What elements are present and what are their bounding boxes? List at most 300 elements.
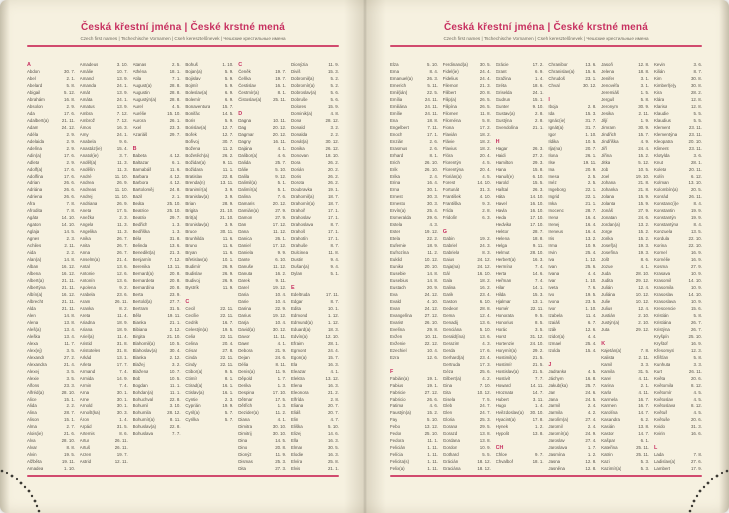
given-name: Dajána — [238, 145, 253, 151]
name-day-date: 21. 1. — [169, 319, 181, 325]
given-name: Helmut — [495, 250, 510, 256]
name-day-date: 25. 3. — [479, 417, 491, 423]
given-name: Emil(ián) — [390, 89, 408, 95]
name-day-date: 27. 9. — [690, 264, 702, 270]
given-name: Áron — [79, 417, 90, 423]
name-day-date: 9. 7. — [535, 452, 544, 458]
given-name: Gordana — [442, 438, 460, 444]
given-name: Abel — [27, 75, 36, 81]
name-day-date: 17. 5. — [116, 208, 128, 214]
name-row — [496, 125, 544, 132]
given-name: Apolena — [79, 285, 96, 290]
name-day-date: 21. 3. — [479, 82, 491, 88]
name-day-date: 7. 7. — [172, 431, 181, 437]
name-row — [601, 403, 649, 410]
given-name: Amáta — [79, 96, 93, 102]
name-row — [80, 362, 128, 369]
name-day-date: 2. 7. — [66, 424, 75, 430]
name-day-date: 21. 6. — [64, 431, 75, 437]
name-day-date: 19. 7. — [275, 68, 287, 74]
name-day-date: 27. 9. — [638, 208, 650, 214]
name-row — [443, 132, 491, 139]
name-row — [80, 320, 128, 327]
given-name: Gaston — [442, 298, 457, 304]
given-name: Babeta — [132, 152, 147, 158]
name-row — [496, 459, 544, 466]
name-row — [654, 62, 702, 69]
name-row — [291, 424, 339, 431]
name-row — [548, 132, 596, 139]
given-name: Darja — [238, 319, 249, 325]
given-name: Arkád — [79, 354, 92, 360]
name-day-date: 24. 6. — [638, 215, 650, 221]
given-name: Hynek — [495, 424, 509, 430]
name-day-date: 14. 10. — [61, 222, 75, 228]
name-row — [27, 201, 75, 208]
name-row — [601, 369, 649, 376]
given-name: Jiljí — [601, 117, 608, 123]
name-row — [133, 292, 181, 299]
given-name: Dalimil(a) — [238, 180, 257, 186]
given-name: Klára — [653, 96, 665, 102]
name-row — [27, 97, 75, 104]
name-day-date: 15. 9. — [327, 103, 339, 109]
name-day-date: 13. 9. — [116, 89, 128, 95]
given-name: Alexandra — [27, 361, 47, 367]
name-day-date: 5. 6. — [330, 89, 339, 95]
name-row — [80, 139, 128, 146]
name-row — [390, 153, 438, 160]
name-day-date: 4. 1. — [277, 417, 287, 423]
name-day-date: 15. 7. — [222, 103, 234, 109]
name-row — [133, 334, 181, 341]
name-day-date: 9. 11. — [275, 278, 287, 284]
section-letter: G — [442, 229, 447, 236]
name-row — [654, 201, 702, 208]
name-row — [443, 180, 491, 187]
given-name: Jonatan — [601, 215, 617, 221]
name-row — [496, 292, 544, 299]
name-row — [654, 278, 702, 285]
given-name: Hubert — [495, 396, 509, 402]
name-row — [27, 118, 75, 125]
name-row — [80, 194, 128, 201]
section-letter: K — [601, 340, 606, 347]
name-day-date: 26. 12. — [325, 145, 339, 151]
name-row — [443, 285, 491, 292]
name-row — [654, 257, 702, 264]
name-row — [80, 167, 128, 174]
name-day-date: 13. 6. — [169, 243, 181, 249]
given-name: Ivo — [548, 291, 555, 297]
name-day-date: 28. 1. — [690, 159, 702, 165]
given-name: Květoslav — [653, 396, 674, 402]
name-day-date: 15. 10. — [167, 110, 181, 116]
name-row — [443, 69, 491, 76]
name-row — [238, 327, 286, 334]
name-row — [291, 362, 339, 369]
name-day-date: 13. 8. — [638, 424, 650, 430]
given-name: Kvirin — [653, 431, 665, 437]
given-name: Bohumila — [132, 410, 151, 416]
name-row — [133, 111, 181, 118]
given-name: Kolombín(a) — [653, 187, 678, 193]
name-row — [548, 383, 596, 390]
given-name: Edmund(a) — [290, 319, 313, 325]
name-row — [80, 292, 128, 299]
name-day-date: 19. 9. — [222, 403, 234, 409]
name-day-date: 11. 10. — [114, 173, 128, 179]
name-row — [496, 83, 544, 90]
given-name: Adolfína — [27, 173, 44, 179]
name-day-date: 21. 8. — [638, 187, 650, 193]
name-day-date: 13. 12. — [325, 375, 339, 381]
given-name: Juliána — [601, 291, 616, 297]
name-day-date: 1. 11. — [427, 466, 438, 472]
name-row — [654, 292, 702, 299]
given-name: Evarist — [390, 319, 404, 325]
name-row — [496, 320, 544, 327]
name-day-date: 25. 7. — [275, 159, 287, 165]
given-name: Haidi — [495, 152, 506, 158]
name-day-date: 20. 10. — [424, 264, 438, 270]
given-name: Bonifác — [185, 110, 201, 116]
name-row — [80, 438, 128, 445]
name-row — [27, 438, 75, 445]
name-row — [390, 383, 438, 390]
name-row — [238, 397, 286, 404]
name-row — [133, 194, 181, 201]
given-name: Danuta — [238, 271, 253, 277]
name-row — [390, 104, 438, 111]
name-row — [27, 341, 75, 348]
section-letter: CH — [495, 445, 504, 452]
name-row — [443, 376, 491, 383]
given-name: Albrecht — [27, 298, 44, 304]
given-name: Blažej — [132, 361, 145, 367]
name-row — [548, 194, 596, 201]
given-name: Kim — [653, 75, 662, 81]
name-row — [185, 222, 233, 229]
given-name: Gražina — [495, 75, 511, 81]
given-name: Damon — [238, 215, 253, 221]
name-row — [443, 278, 491, 285]
name-day-date: 14. 7. — [532, 389, 544, 395]
name-day-date: 8. 7. — [330, 298, 339, 304]
name-day-date: 19. 3. — [638, 250, 650, 256]
section-letter: C — [185, 298, 190, 305]
name-row — [496, 417, 544, 424]
name-row — [133, 424, 181, 431]
name-day-date: 28. 1. — [327, 340, 339, 346]
given-name: Ignác(ie) — [548, 117, 566, 123]
name-row — [496, 160, 544, 167]
name-row — [238, 236, 286, 243]
name-row — [185, 194, 233, 201]
name-day-date: 14. 6. — [532, 271, 544, 277]
given-name: Erina — [390, 180, 401, 186]
name-row — [390, 397, 438, 404]
given-name: Bertold(a) — [132, 298, 152, 304]
given-name: Květomír — [653, 389, 672, 395]
given-name: Aleš(a) — [27, 326, 41, 332]
name-day-date: 16. 2. — [479, 285, 491, 290]
name-day-date: 3. 5. — [66, 368, 75, 374]
name-row — [496, 69, 544, 76]
name-row — [185, 390, 233, 397]
given-name: Čestislav — [238, 82, 256, 88]
given-name: Gerald(ína) — [442, 333, 466, 339]
name-row — [548, 229, 596, 236]
name-row — [390, 180, 438, 187]
given-name: Birgita — [132, 333, 146, 339]
given-name: Abelard — [27, 82, 43, 88]
name-row — [27, 397, 75, 404]
name-day-date: 26. 11. — [688, 194, 702, 200]
name-row — [548, 146, 596, 153]
name-day-date: 28. 12. — [167, 410, 181, 416]
given-name: Alida — [27, 403, 37, 409]
name-row — [27, 139, 75, 146]
name-day-date: 15. 7. — [638, 131, 650, 137]
given-name: Brunhilda — [185, 236, 204, 242]
name-day-date: 26. 11. — [114, 298, 128, 304]
name-row — [654, 139, 702, 146]
name-row — [238, 403, 286, 410]
name-row — [238, 459, 286, 466]
given-name: Inéz — [548, 180, 557, 186]
name-day-date: 13. 2. — [638, 222, 650, 228]
name-day-date: 27. 2. — [532, 152, 544, 158]
name-day-date: 2. 5. — [587, 180, 597, 186]
name-day-date: 26. 1. — [169, 117, 181, 123]
name-day-date: 11. 9. — [275, 452, 287, 458]
given-name: Beatrice — [132, 208, 149, 214]
given-name: Klaudie — [653, 110, 669, 116]
name-day-date: 24. 11. — [424, 103, 438, 109]
given-name: Alvar — [27, 445, 38, 451]
given-name: Eleonora — [290, 389, 309, 395]
name-day-date: 3. 1. — [640, 82, 650, 88]
given-name: Inocenc — [548, 208, 564, 214]
given-name: Kvido — [653, 424, 665, 430]
name-day-date: 16. 6. — [690, 431, 702, 437]
name-day-date: 14. 8. — [64, 257, 75, 263]
name-day-date: 5. 7. — [224, 410, 234, 416]
name-day-date: 12. 4. — [638, 305, 650, 311]
given-name: Artemis — [79, 431, 95, 437]
given-name: Belinda — [132, 243, 148, 249]
given-name: Bruno — [185, 243, 198, 249]
given-name: Kasián — [601, 424, 615, 430]
name-day-date: 19. 5. — [64, 452, 75, 458]
name-day-date: 4. 12. — [169, 152, 181, 158]
name-row — [185, 250, 233, 257]
given-name: Alex(ej) — [27, 347, 42, 353]
name-day-date: 10. 4. — [427, 347, 438, 353]
name-day-date: 18. 6. — [532, 82, 544, 88]
name-day-date: 10. 5. — [638, 166, 650, 172]
name-row — [27, 180, 75, 187]
given-name: Chval — [548, 82, 560, 88]
given-name: Filoména — [442, 117, 461, 123]
given-name: Agaton — [27, 222, 41, 228]
name-day-date: 24. 6. — [585, 389, 597, 395]
name-day-date: 26. 7. — [690, 326, 702, 332]
given-name: Jerguš — [601, 96, 615, 102]
name-day-date: 28. 8. — [169, 82, 181, 88]
name-day-date: 1. 10. — [64, 466, 75, 472]
name-day-date: 23. 4. — [479, 354, 491, 360]
name-row — [601, 83, 649, 90]
name-row — [133, 341, 181, 348]
name-day-date: 26. 10. — [424, 319, 438, 325]
name-row — [654, 306, 702, 313]
name-day-date: 12. 6. — [116, 271, 128, 277]
given-name: Inesa — [548, 173, 560, 179]
name-day-date: 5. 12. — [638, 159, 650, 165]
given-name: Arna — [79, 389, 90, 395]
name-day-date: 9. 4. — [330, 257, 339, 263]
given-name: Armin — [79, 382, 92, 388]
name-day-date: 16. 4. — [585, 215, 597, 221]
name-day-date: 31. 5. — [169, 305, 181, 311]
given-name: Justýn(a) — [601, 319, 620, 325]
name-row — [291, 111, 339, 118]
name-row — [291, 466, 339, 473]
given-name: Jenovéfa — [601, 82, 620, 88]
name-row — [496, 174, 544, 181]
given-name: Kalista — [601, 354, 615, 360]
given-name: Dalimír(a) — [238, 187, 258, 193]
name-day-date: 29. 5. — [479, 424, 491, 430]
given-name: Albert(a) — [27, 278, 44, 284]
name-row — [291, 215, 339, 222]
name-day-date: 22. 8. — [169, 424, 181, 430]
name-row — [548, 334, 596, 341]
given-name: Bolemír — [185, 96, 201, 102]
name-row — [80, 153, 128, 160]
given-name: Felicián — [390, 445, 406, 451]
name-day-date: 13. 9. — [116, 103, 128, 109]
name-day-date: 7. 4. — [119, 382, 128, 388]
given-name: Kajetán(a) — [601, 347, 622, 353]
given-name: Ingeborg — [548, 187, 566, 193]
given-name: Andriana — [79, 201, 98, 207]
given-name: Arabela — [79, 291, 95, 297]
name-day-date: 31. 7. — [585, 124, 597, 130]
name-day-date: 3. 3. — [693, 361, 702, 367]
name-row — [133, 376, 181, 383]
name-day-date: 28. 8. — [169, 89, 181, 95]
given-name: Alma — [27, 424, 38, 430]
given-name: Izaiáš — [548, 319, 560, 325]
name-day-date: 24. 4. — [638, 145, 650, 151]
given-name: Anika — [79, 236, 91, 242]
name-row — [390, 438, 438, 445]
given-name: Alena — [27, 319, 39, 325]
given-name: Klement — [653, 124, 671, 130]
name-day-date: 30. 8. — [690, 82, 702, 88]
given-name: Krasoslava — [653, 298, 676, 304]
given-name: Dobromil(a) — [290, 75, 314, 81]
given-name: Felícia — [390, 452, 403, 458]
name-row — [601, 97, 649, 104]
name-row — [291, 104, 339, 111]
given-name: Amatus — [79, 103, 95, 109]
name-day-date: 11. 6. — [222, 243, 234, 249]
name-row — [548, 167, 596, 174]
given-name: Kolín — [653, 173, 664, 179]
name-row — [601, 417, 649, 424]
name-row — [27, 146, 75, 153]
given-name: Eusebius — [390, 278, 409, 284]
name-day-date: 2. 10. — [638, 312, 650, 318]
name-row — [548, 104, 596, 111]
name-day-date: 5. 11. — [427, 82, 438, 88]
name-row — [548, 69, 596, 76]
name-day-date: 16. 4. — [427, 180, 438, 186]
name-row — [27, 83, 75, 90]
given-name: Erasmus — [390, 145, 408, 151]
name-row — [443, 208, 491, 215]
name-row — [185, 187, 233, 194]
name-row — [443, 118, 491, 125]
name-day-date: 1. 3. — [277, 382, 287, 388]
given-name: Eufrozína — [390, 250, 409, 256]
name-row — [443, 194, 491, 201]
name-row — [443, 243, 491, 250]
name-day-date: 11. 12. — [273, 264, 287, 270]
name-day-date: 16. 3. — [116, 124, 128, 130]
name-row — [443, 369, 491, 376]
name-row — [27, 390, 75, 397]
given-name: Ada — [27, 110, 35, 116]
given-name: Eusebie — [390, 271, 406, 277]
given-name: Božidara — [185, 166, 203, 172]
name-row — [133, 76, 181, 83]
name-row — [185, 104, 233, 111]
given-name: Anna — [79, 250, 91, 256]
given-name: Květuše — [653, 417, 670, 423]
name-row — [27, 76, 75, 83]
name-day-date: 26. 10. — [424, 166, 438, 172]
given-name: Filip(a) — [442, 96, 457, 102]
name-row — [80, 355, 128, 362]
given-name: Blanka — [132, 354, 147, 360]
name-day-date: 22. 9. — [275, 305, 287, 311]
name-row — [390, 431, 438, 438]
given-name: Artuš — [79, 445, 91, 451]
given-name: Boleslav(a) — [185, 89, 208, 95]
given-name: Izmael — [548, 340, 562, 346]
given-name: Dimitrij — [238, 431, 252, 437]
given-name: Filipína — [442, 103, 457, 109]
name-row — [548, 466, 596, 473]
given-name: Bohuslav(a) — [132, 424, 157, 430]
name-day-date: 22. 11. — [220, 333, 234, 339]
name-row — [496, 299, 544, 306]
name-row — [27, 132, 75, 139]
name-row — [390, 417, 438, 424]
name-day-date: 21. 1. — [532, 124, 544, 130]
name-row — [654, 466, 702, 473]
name-day-date: 7. 12. — [169, 257, 181, 263]
name-row — [390, 194, 438, 201]
given-name: Bohdan(a) — [132, 389, 154, 395]
name-row — [185, 125, 233, 132]
name-day-date: 18. 10. — [325, 152, 339, 158]
